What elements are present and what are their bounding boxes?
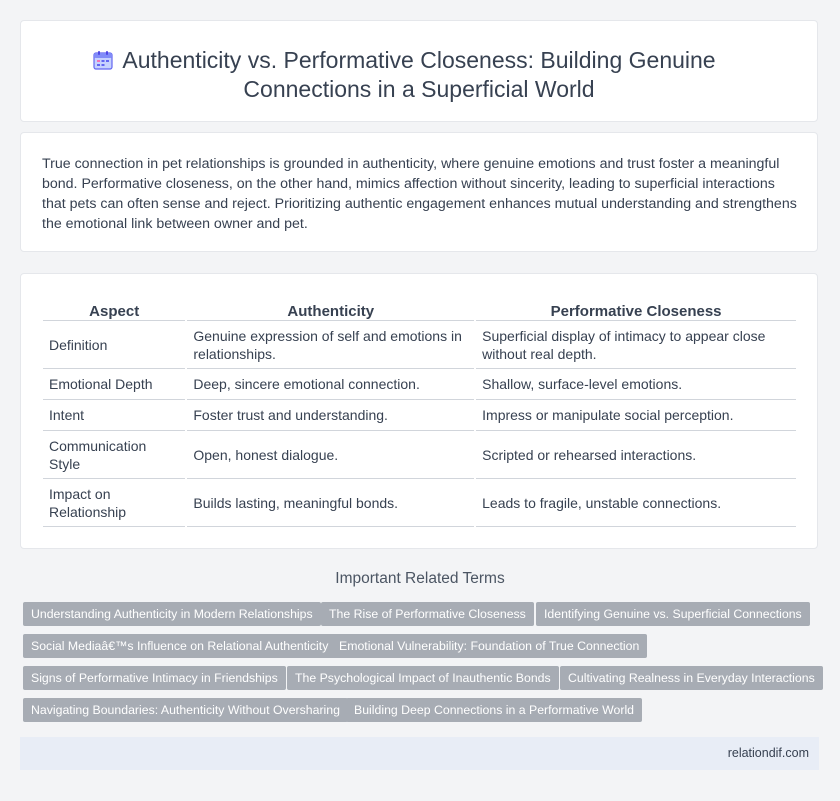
related-tag[interactable]: The Psychological Impact of Inauthentic Bonds	[287, 666, 559, 690]
related-tag[interactable]: Emotional Vulnerability: Foundation of True Connection	[331, 634, 647, 658]
related-tag[interactable]: Understanding Authenticity in Modern Relationships	[23, 602, 321, 626]
table-cell: Builds lasting, meaningful bonds.	[187, 479, 474, 527]
header-card	[20, 20, 818, 122]
column-header: Performative Closeness	[476, 296, 796, 321]
related-tag[interactable]: Navigating Boundaries: Authenticity Without Oversharing	[23, 698, 348, 722]
table-cell: Open, honest dialogue.	[187, 431, 474, 479]
table-cell: Superficial display of intimacy to appear close without real depth.	[476, 321, 796, 369]
related-tag[interactable]: Identifying Genuine vs. Superficial Connections	[536, 602, 810, 626]
table-cell: Impress or manipulate social perception.	[476, 400, 796, 431]
table-header-row	[43, 296, 796, 321]
table-cell: Deep, sincere emotional connection.	[187, 369, 474, 400]
intro-text: True connection in pet relationships is grounded in authenticity, where genuine emotions and trust foster a meaningful bond. Performative closeness, on the other hand, mimics affection without sincerity, leading to superficial interactions that pets can often sense and reject. Prioritizing authentic engagement enhances mutual understanding and strengthens the emotional link between owner and pet.	[42, 156, 797, 232]
table-cell: Intent	[43, 400, 185, 431]
table-cell: Genuine expression of self and emotions in relationships.	[187, 321, 474, 369]
related-tag[interactable]: Social Mediaâ€™s Influence on Relational Authenticity	[23, 634, 336, 658]
table-cell: Communication Style	[43, 431, 185, 479]
table-cell: Scripted or rehearsed interactions.	[476, 431, 796, 479]
comparison-table	[41, 296, 798, 527]
column-header: Authenticity	[187, 296, 474, 321]
related-tag[interactable]: Signs of Performative Intimacy in Friendships	[23, 666, 286, 690]
table-row	[43, 400, 796, 431]
table-cell: Definition	[43, 321, 185, 369]
page-title: Authenticity vs. Performative Closeness: Building Genuine Connections in a Superficial World	[122, 47, 716, 102]
comparison-card	[20, 273, 818, 549]
related-terms-title: Important Related Terms	[335, 570, 505, 587]
related-tag[interactable]: Cultivating Realness in Everyday Interactions	[560, 666, 823, 690]
table-cell: Foster trust and understanding.	[187, 400, 474, 431]
table-row	[43, 369, 796, 400]
intro-card	[20, 132, 818, 252]
table-row	[43, 321, 796, 369]
table-row	[43, 479, 796, 527]
related-tag[interactable]: Building Deep Connections in a Performative World	[346, 698, 642, 722]
table-cell: Impact on Relationship	[43, 479, 185, 527]
column-header: Aspect	[43, 296, 185, 321]
related-tag[interactable]: The Rise of Performative Closeness	[321, 602, 534, 626]
site-name[interactable]: relationdif.com	[727, 746, 809, 760]
footer	[20, 737, 819, 770]
table-row	[43, 431, 796, 479]
table-cell: Emotional Depth	[43, 369, 185, 400]
table-cell: Shallow, surface-level emotions.	[476, 369, 796, 400]
table-cell: Leads to fragile, unstable connections.	[476, 479, 796, 527]
